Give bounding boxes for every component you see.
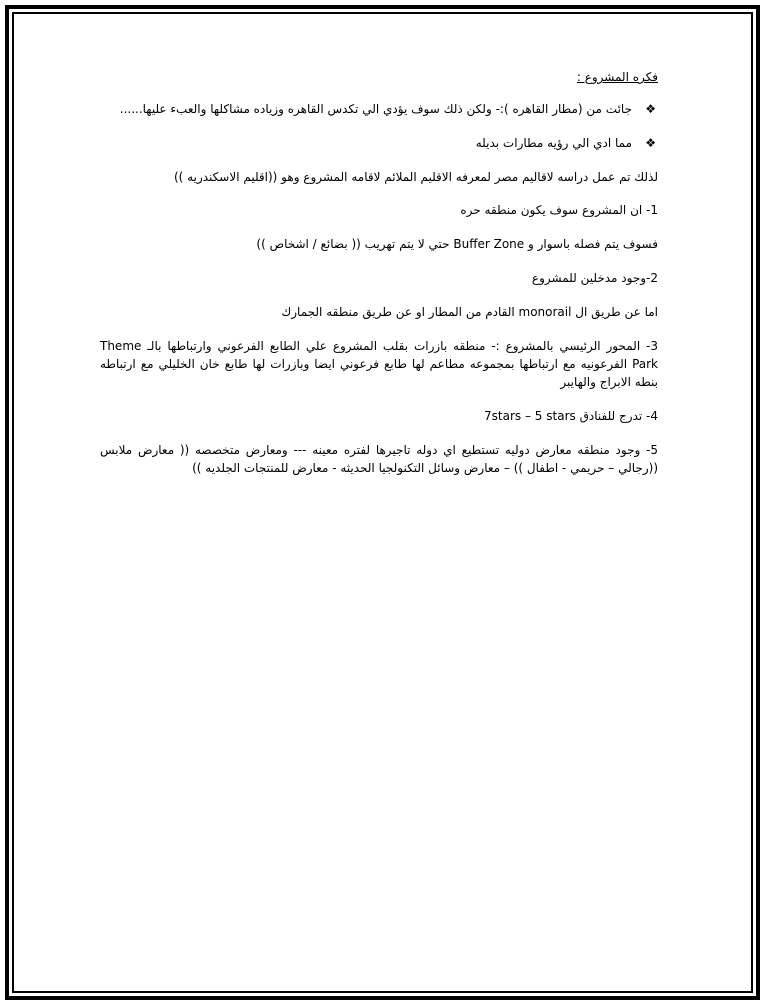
paragraph-monorail: اما عن طريق ال monorail القادم من المطار او عن طريق منطقه الجمارك [281,305,658,319]
paragraph-main-axis: 3- المحور الرئيسي بالمشروع :- منطقه بازرات بقلب المشروع علي الطابع الفرعوني وارتباطها بالـ Theme Park الفرعونيه مع ارتباطها بمجموعه مطاعم لها طابع فرعوني ايضا وبازرات لها طابع خان الخليلي مع ارتباطه بنطه الابراج والهايبر [100,339,658,389]
paragraph-study: لذلك تم عمل دراسه لاقاليم مصر لمعرفه الاقليم الملائم لاقامه المشروع وهو ((اقليم الاسكندريه )) [174,170,658,184]
paragraph-exhibitions: 5- وجود منطقه معارض دوليه تستطيع اي دوله تاجيرها لفتره معينه --- ومعارض متخصصه (( معارض ملابس ((رجالي – حريمي - اطفال )) – معارض وسائل التكنولجيا الحديثه - معارض للمنتجات الجلديه )) [100,443,658,475]
diamond-bullet-icon: ❖ [645,102,656,116]
document-body [100,68,658,493]
diamond-bullet-icon: ❖ [645,136,656,150]
section-heading: فكره المشروع : [576,70,658,84]
bullet-item [100,100,658,118]
bullet-text: مما ادي الي رؤيه مطارات بديله [475,136,632,150]
paragraph-hotels: 4- تدرج للفنادق 7stars – 5 stars [484,409,658,423]
paragraph-entrances: 2-وجود مدخلين للمشروع [531,271,658,285]
paragraph-buffer-zone: فسوف يتم فصله باسوار و Buffer Zone حتي لا يتم تهريب (( بضائع / اشخاص )) [256,237,658,251]
paragraph-free-zone: 1- ان المشروع سوف يكون منطقه حره [460,203,658,217]
bullet-text: جائت من (مطار القاهره ):- ولكن ذلك سوف يؤدي الي تكدس القاهره وزياده مشاكلها والعبء عليها...... [119,102,632,116]
bullet-item [100,134,658,152]
